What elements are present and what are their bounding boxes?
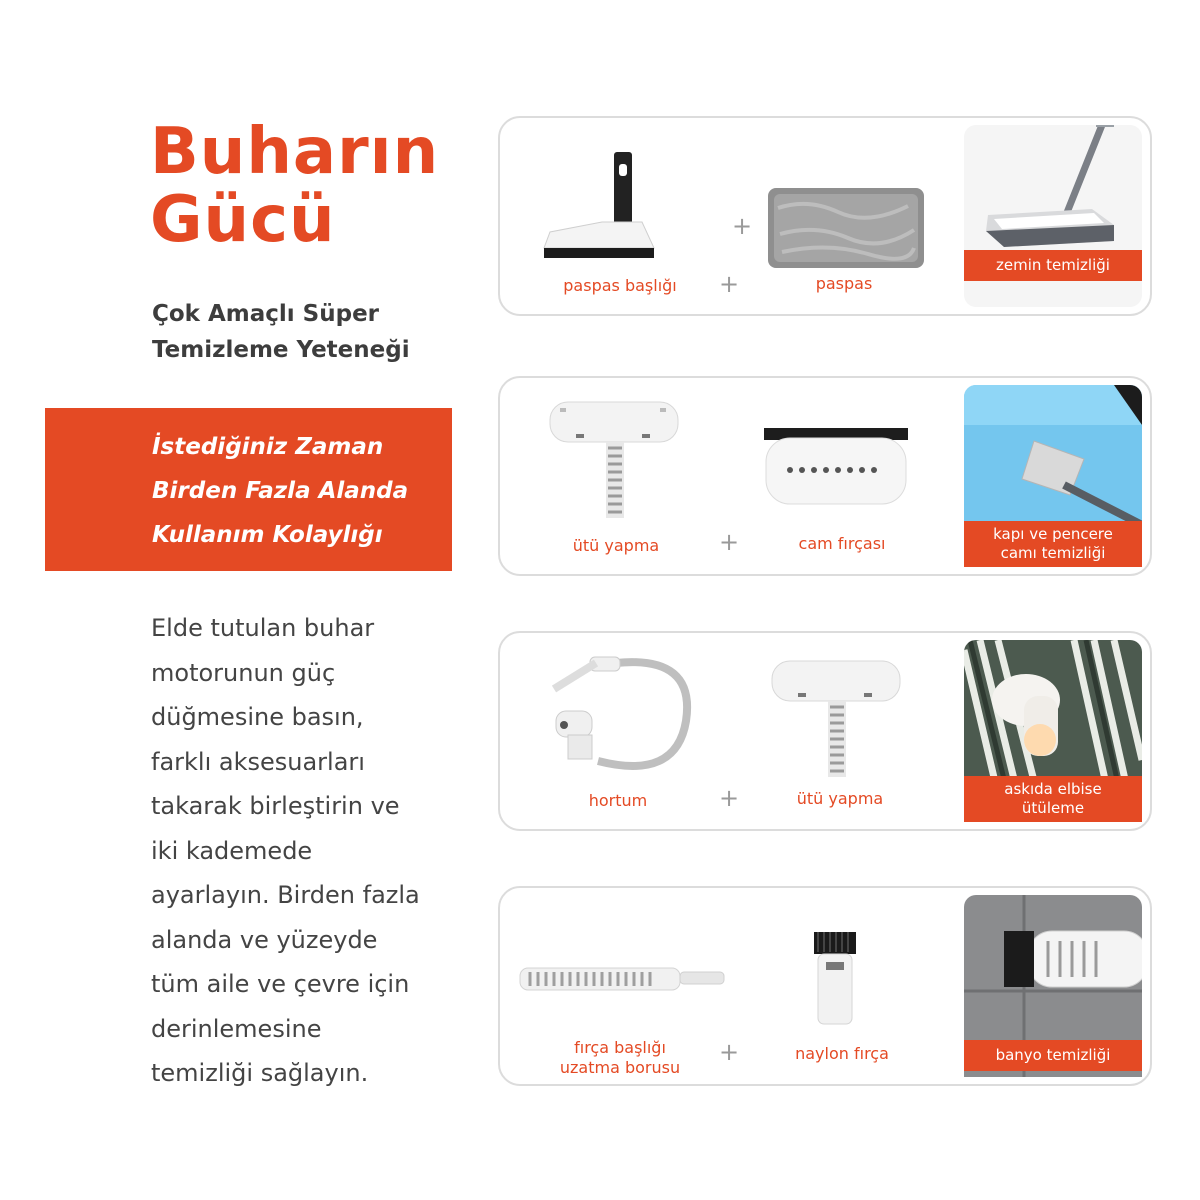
subtitle xyxy=(152,296,410,368)
ironing-head-icon xyxy=(550,402,680,522)
result-label-line: zemin temizliği xyxy=(996,256,1110,274)
floor-cleaning-image xyxy=(964,125,1142,307)
description-text xyxy=(151,606,451,1096)
description-line: iki kademede xyxy=(151,836,313,865)
result-label xyxy=(964,1040,1142,1071)
title-line-1: Buharın xyxy=(150,115,440,189)
bathroom-cleaning-image xyxy=(964,895,1142,1077)
plus-sign: + xyxy=(719,528,740,556)
description-line: temizliği sağlayın. xyxy=(151,1059,369,1087)
description-line: ayarlayın. Birden fazla xyxy=(151,881,420,909)
window-cleaning-image xyxy=(964,385,1142,567)
title-line-2: Gücü xyxy=(150,183,336,257)
ironing-head-icon xyxy=(772,661,902,781)
banner-line-2: Birden Fazla Alanda xyxy=(152,478,409,504)
subtitle-line-1: Çok Amaçlı Süper xyxy=(152,301,380,327)
result-label-line: askıda elbise xyxy=(1004,780,1102,798)
description-line: takarak birleştirin ve xyxy=(151,792,400,820)
plus-sign: + xyxy=(719,784,740,812)
item-label-mop-pad: paspas xyxy=(815,274,873,293)
item-label-nylon-brush: naylon fırça xyxy=(795,1044,889,1063)
description-line: tüm aile ve çevre için xyxy=(151,970,410,998)
window-brush-icon xyxy=(762,428,910,508)
mop-head-icon xyxy=(542,152,662,262)
accessory-card-window xyxy=(498,376,1152,576)
plus-sign: + xyxy=(719,1038,740,1066)
description-line: farklı aksesuarları xyxy=(151,747,365,776)
result-label-line: banyo temizliği xyxy=(995,1046,1111,1064)
plus-sign: + xyxy=(719,270,740,298)
result-label xyxy=(964,776,1142,822)
accessory-card-bathroom xyxy=(498,886,1152,1086)
nylon-brush-icon xyxy=(810,932,860,1028)
mop-pad-icon xyxy=(768,188,926,270)
accessory-card-garment xyxy=(498,631,1152,831)
item-label-hose: hortum xyxy=(588,791,648,810)
item-label-extension-pipe xyxy=(540,1038,700,1078)
description-line: alanda ve yüzeyde xyxy=(151,925,378,954)
description-line: düğmesine basın, xyxy=(151,703,364,731)
result-label-line: kapı ve pencere xyxy=(993,525,1113,543)
description-line: Elde tutulan buhar xyxy=(151,614,375,642)
item-label-line: uzatma borusu xyxy=(559,1058,681,1077)
extension-pipe-icon xyxy=(520,962,726,998)
result-label xyxy=(964,521,1142,567)
item-label-mop-head: paspas başlığı xyxy=(563,276,677,295)
subtitle-line-2: Temizleme Yeteneği xyxy=(152,337,410,363)
result-label-line: ütüleme xyxy=(1021,799,1085,817)
result-label xyxy=(964,250,1142,281)
description-line: derinlemesine xyxy=(151,1014,322,1043)
plus-sign: + xyxy=(732,212,753,240)
banner-line-1: İstediğiniz Zaman xyxy=(152,434,384,460)
result-label-line: camı temizliği xyxy=(1000,544,1106,562)
garment-steaming-image xyxy=(964,640,1142,822)
item-label-ironing: ütü yapma xyxy=(796,789,884,808)
item-label-window-brush: cam fırçası xyxy=(798,534,886,553)
item-label-ironing: ütü yapma xyxy=(572,536,660,555)
banner-text xyxy=(152,425,452,557)
banner-line-3: Kullanım Kolaylığı xyxy=(152,522,383,548)
item-label-line: fırça başlığı xyxy=(574,1038,666,1057)
description-line: motorunun güç xyxy=(151,658,336,687)
accessory-card-floor xyxy=(498,116,1152,316)
page-title xyxy=(150,115,440,257)
highlight-banner xyxy=(45,408,452,571)
hose-icon xyxy=(526,651,706,777)
